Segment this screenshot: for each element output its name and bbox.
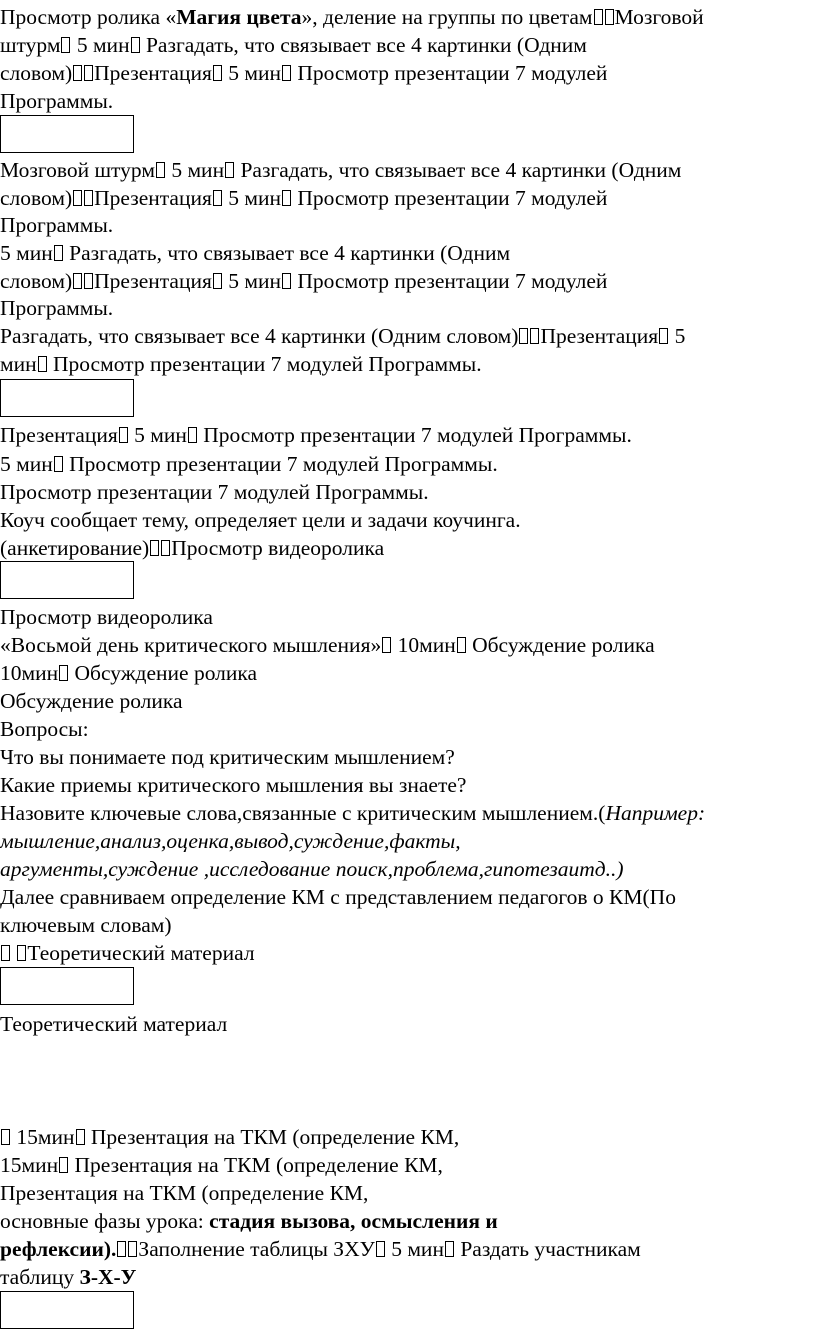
text-line: Просмотр презентации 7 модулей Программы. <box>0 480 429 504</box>
image-placeholder <box>0 967 134 1005</box>
missing-glyph-icon <box>282 273 291 289</box>
missing-glyph-icon <box>150 540 159 556</box>
text-line: 5 мин Разгадать, что связывает все 4 картинки (Одним <box>0 241 511 265</box>
missing-glyph-icon <box>213 273 222 289</box>
text-line: Какие приемы критического мышления вы знаете? <box>0 773 467 797</box>
missing-glyph-icon <box>156 162 165 178</box>
text-line: Презентация на ТКМ (определение КМ, <box>0 1181 369 1205</box>
text-line: ключевым словам) <box>0 913 172 937</box>
image-placeholder <box>0 1291 134 1329</box>
missing-glyph-icon <box>161 540 170 556</box>
text-line: Презентация 5 мин Просмотр презентации 7 модулей Программы. <box>0 423 632 447</box>
text-line: словом) Презентация 5 мин Просмотр презентации 7 модулей <box>0 186 608 210</box>
missing-glyph-icon <box>445 1241 454 1257</box>
missing-glyph-icon <box>117 1241 126 1257</box>
missing-glyph-icon <box>17 945 26 961</box>
text-line: Мозговой штурм 5 мин Разгадать, что связывает все 4 картинки (Одним <box>0 158 682 182</box>
text-line: мин Просмотр презентации 7 модулей Программы. <box>0 352 482 376</box>
text-line: Назовите ключевые слова,связанные с критическим мышлением.(Например: <box>0 801 706 825</box>
text-line: Программы. <box>0 296 114 320</box>
text-line: мышление,анализ,оценка,вывод,суждение,факты, <box>0 829 461 853</box>
missing-glyph-icon <box>61 37 70 53</box>
missing-glyph-icon <box>131 37 140 53</box>
text-line: 10мин Обсуждение ролика <box>0 661 258 685</box>
text-line: словом) Презентация 5 мин Просмотр презентации 7 модулей <box>0 61 608 85</box>
missing-glyph-icon <box>54 245 63 261</box>
missing-glyph-icon <box>659 328 668 344</box>
image-placeholder <box>0 561 134 599</box>
missing-glyph-icon <box>84 65 93 81</box>
missing-glyph-icon <box>213 190 222 206</box>
text-line: Программы. <box>0 213 114 237</box>
missing-glyph-icon <box>119 427 128 443</box>
missing-glyph-icon <box>188 427 197 443</box>
text-line: 15мин Презентация на ТКМ (определение КМ, <box>0 1153 443 1177</box>
text-line: Просмотр ролика «Магия цвета», деление на группы по цветам Мозговой <box>0 5 704 29</box>
text-line: штурм 5 мин Разгадать, что связывает все 4 картинки (Одним <box>0 33 587 57</box>
text-line: Программы. <box>0 89 114 113</box>
image-placeholder <box>0 379 134 417</box>
missing-glyph-icon <box>128 1241 137 1257</box>
missing-glyph-icon <box>59 665 68 681</box>
text-line: словом) Презентация 5 мин Просмотр презентации 7 модулей <box>0 269 608 293</box>
missing-glyph-icon <box>457 637 466 653</box>
text-line: Далее сравниваем определение КМ с представлением педагогов о КМ(По <box>0 885 676 909</box>
missing-glyph-icon <box>376 1241 385 1257</box>
missing-glyph-icon <box>530 328 539 344</box>
missing-glyph-icon <box>605 9 614 25</box>
missing-glyph-icon <box>282 65 291 81</box>
missing-glyph-icon <box>54 456 63 472</box>
text-line: 15мин Презентация на ТКМ (определение КМ, <box>0 1123 459 1151</box>
image-placeholder <box>0 115 134 153</box>
missing-glyph-icon <box>84 190 93 206</box>
missing-glyph-icon <box>38 356 47 372</box>
missing-glyph-icon <box>519 328 528 344</box>
missing-glyph-icon <box>73 65 82 81</box>
text-line: Теоретический материал <box>0 1012 228 1036</box>
text-line: Теоретический материал <box>0 939 255 967</box>
missing-glyph-icon <box>59 1157 68 1173</box>
missing-glyph-icon <box>73 190 82 206</box>
missing-glyph-icon <box>1 1129 10 1145</box>
text-line: Вопросы: <box>0 717 89 741</box>
text-line: Что вы понимаете под критическим мышлением? <box>0 745 455 769</box>
missing-glyph-icon <box>84 273 93 289</box>
text-line: основные фазы урока: стадия вызова, осмысления и <box>0 1209 498 1233</box>
text-line: Просмотр видеоролика <box>0 605 213 629</box>
missing-glyph-icon <box>213 65 222 81</box>
text-line: аргументы,суждение ,исследование поиск,проблема,гипотезаитд..) <box>0 857 624 881</box>
text-line: Коуч сообщает тему, определяет цели и задачи коучинга. <box>0 508 521 532</box>
missing-glyph-icon <box>282 190 291 206</box>
missing-glyph-icon <box>76 1129 85 1145</box>
text-line: таблицу З-Х-У <box>0 1265 137 1289</box>
missing-glyph-icon <box>1 945 10 961</box>
missing-glyph-icon <box>73 273 82 289</box>
text-line: Разгадать, что связывает все 4 картинки (Одним словом) Презентация 5 <box>0 324 686 348</box>
text-line: 5 мин Просмотр презентации 7 модулей Программы. <box>0 452 498 476</box>
text-line: «Восьмой день критического мышления» 10мин Обсуждение ролика <box>0 633 655 657</box>
missing-glyph-icon <box>382 637 391 653</box>
text-line: (анкетирование) Просмотр видеоролика <box>0 536 385 560</box>
missing-glyph-icon <box>594 9 603 25</box>
text-line: Обсуждение ролика <box>0 689 183 713</box>
text-line: рефлексии). Заполнение таблицы ЗХУ 5 мин Раздать участникам <box>0 1237 641 1261</box>
missing-glyph-icon <box>225 162 234 178</box>
